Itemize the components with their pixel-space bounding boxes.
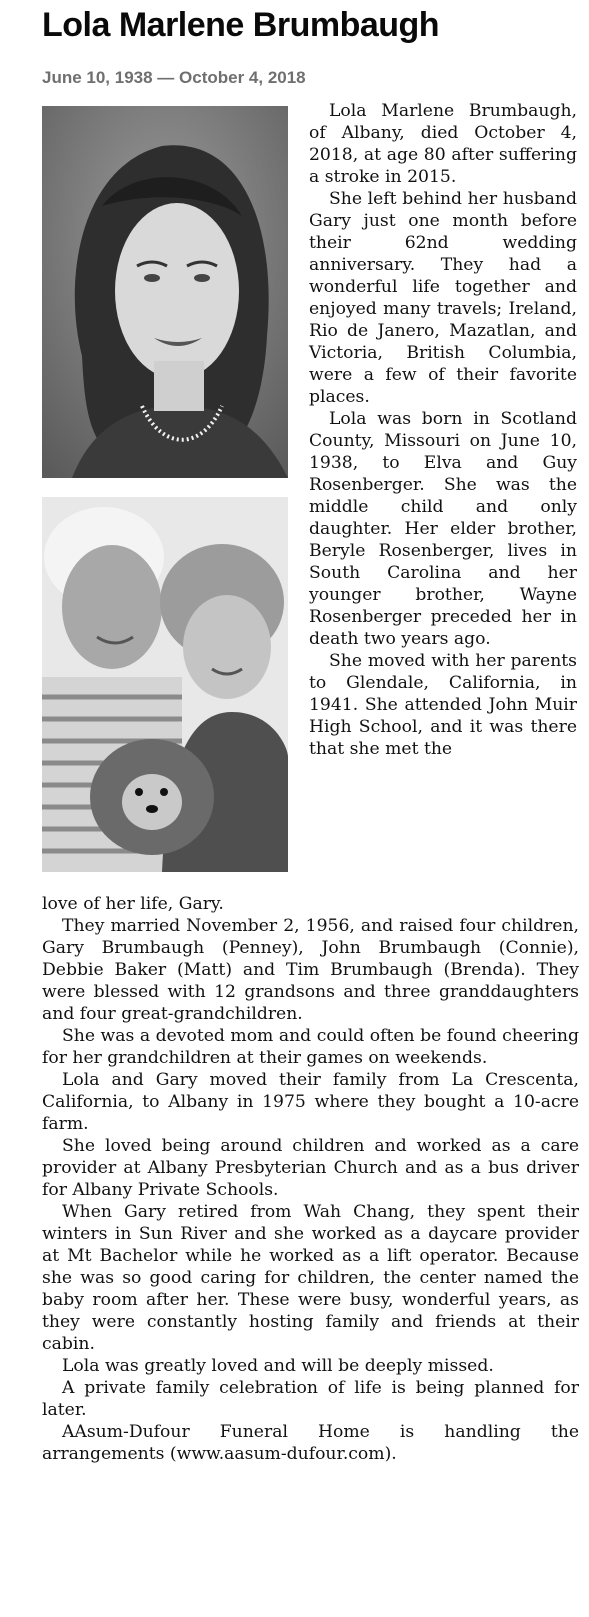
couple-with-dog-photo <box>42 497 288 872</box>
body-paragraph: Lola was greatly loved and will be deeply missed. <box>62 1356 494 1376</box>
body-paragraph: Lola and Gary moved their family from La Crescenta, California, to Albany in 1975 where they bought a 10-acre farm. <box>42 1070 579 1134</box>
body-paragraph: She was a devoted mom and could often be found cheering for her grandchildren at their games on weekends. <box>42 1026 579 1068</box>
body-paragraph: She loved being around children and worked as a care provider at Albany Presbyterian Church and as a bus driver for Albany Private Schools. <box>42 1136 579 1200</box>
column-paragraph: She left behind her husband Gary just one month before their 62nd wedding anniversary. They had a wonderful life together and enjoyed many travels; Ireland, Rio de Janero, Mazatlan, and Victoria, British Columbia, were a few of their favorite places. <box>309 189 577 407</box>
obituary-title: Lola Marlene Brumbaugh <box>42 6 440 44</box>
body-paragraph: A private family celebration of life is being planned for later. <box>42 1378 579 1420</box>
obituary-column-text <box>309 100 577 760</box>
body-paragraph: When Gary retired from Wah Chang, they spent their winters in Sun River and she worked as a daycare provider at Mt Bachelor while he worked as a lift operator. Because she was so good caring for children, the center named the baby room after her. These were busy, wonderful years, as they were constantly hosting family and friends at their cabin. <box>42 1202 579 1354</box>
column-paragraph: Lola Marlene Brumbaugh, of Albany, died October 4, 2018, at age 80 after suffering a stroke in 2015. <box>309 101 577 187</box>
body-paragraph: They married November 2, 1956, and raised four children, Gary Brumbaugh (Penney), John Brumbaugh (Connie), Debbie Baker (Matt) and Tim Brumbaugh (Brenda). They were blessed with 12 grandsons and three granddaughters and four great-grandchildren. <box>42 916 579 1024</box>
body-paragraph: AAsum-Dufour Funeral Home is handling the arrangements (www.aasum-dufour.com). <box>42 1422 579 1464</box>
obituary-body-text <box>42 893 579 1465</box>
life-dates: June 10, 1938 — October 4, 2018 <box>42 68 306 87</box>
body-paragraph: love of her life, Gary. <box>42 894 224 914</box>
portrait-photo <box>42 106 288 478</box>
column-paragraph: She moved with her parents to Glendale, California, in 1941. She attended John Muir High School, and it was there that she met the <box>309 651 577 759</box>
column-paragraph: Lola was born in Scotland County, Missouri on June 10, 1938, to Elva and Guy Rosenberger. She was the middle child and only daughter. Her elder brother, Beryle Rosenberger, lives in South Carolina and her younger brother, Wayne Rosenberger preceded her in death two years ago. <box>309 409 577 649</box>
